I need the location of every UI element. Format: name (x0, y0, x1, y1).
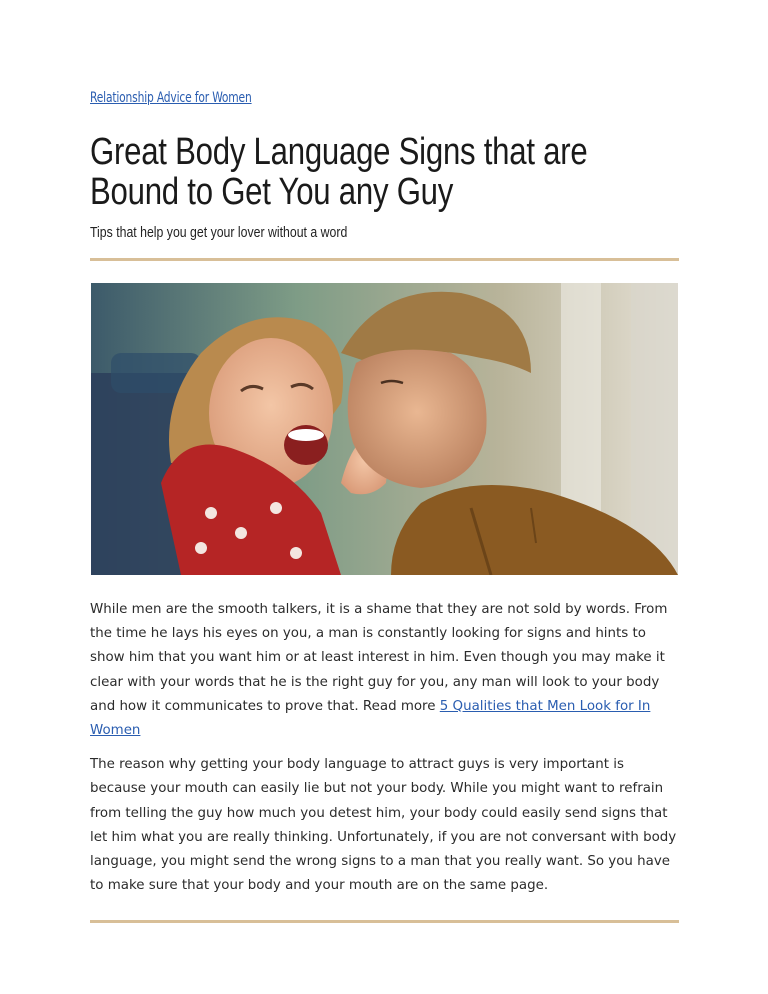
paragraph-1 (90, 598, 682, 743)
paragraph-1-text: While men are the smooth talkers, it is a shame that they are not sold by words. From the time he lays his eyes on you, a man is constantly looking for signs and hints to show him that you want him or at least interest in him. Even though you may make it clear with your words that he is the right guy for you, any man will look to your body and how it communicates to prove that. Read more (90, 602, 668, 714)
hero-image (91, 283, 678, 575)
read-more-link[interactable]: 5 Qualities that Men Look for In Women (90, 698, 651, 739)
couple-laughing-photo (91, 283, 678, 575)
paragraph-2: The reason why getting your body language to attract guys is very important is because your mouth can easily lie but not your body. While you might want to refrain from telling the guy how much you detest him, your body could easily send signs that let him what you are really thinking. Unfortunately, if you are not conversant with body language, you might send the wrong signs to a man that you really want. So you have to make sure that your body and your mouth are on the same page. (90, 757, 677, 894)
top-divider (90, 258, 679, 261)
category-link[interactable]: Relationship Advice for Women (90, 90, 252, 106)
article-body (90, 598, 682, 908)
article-subtitle: Tips that help you get your lover without a word (90, 224, 348, 241)
article-title: Great Body Language Signs that are Bound to Get You any Guy (90, 131, 588, 213)
bottom-divider (90, 920, 679, 923)
